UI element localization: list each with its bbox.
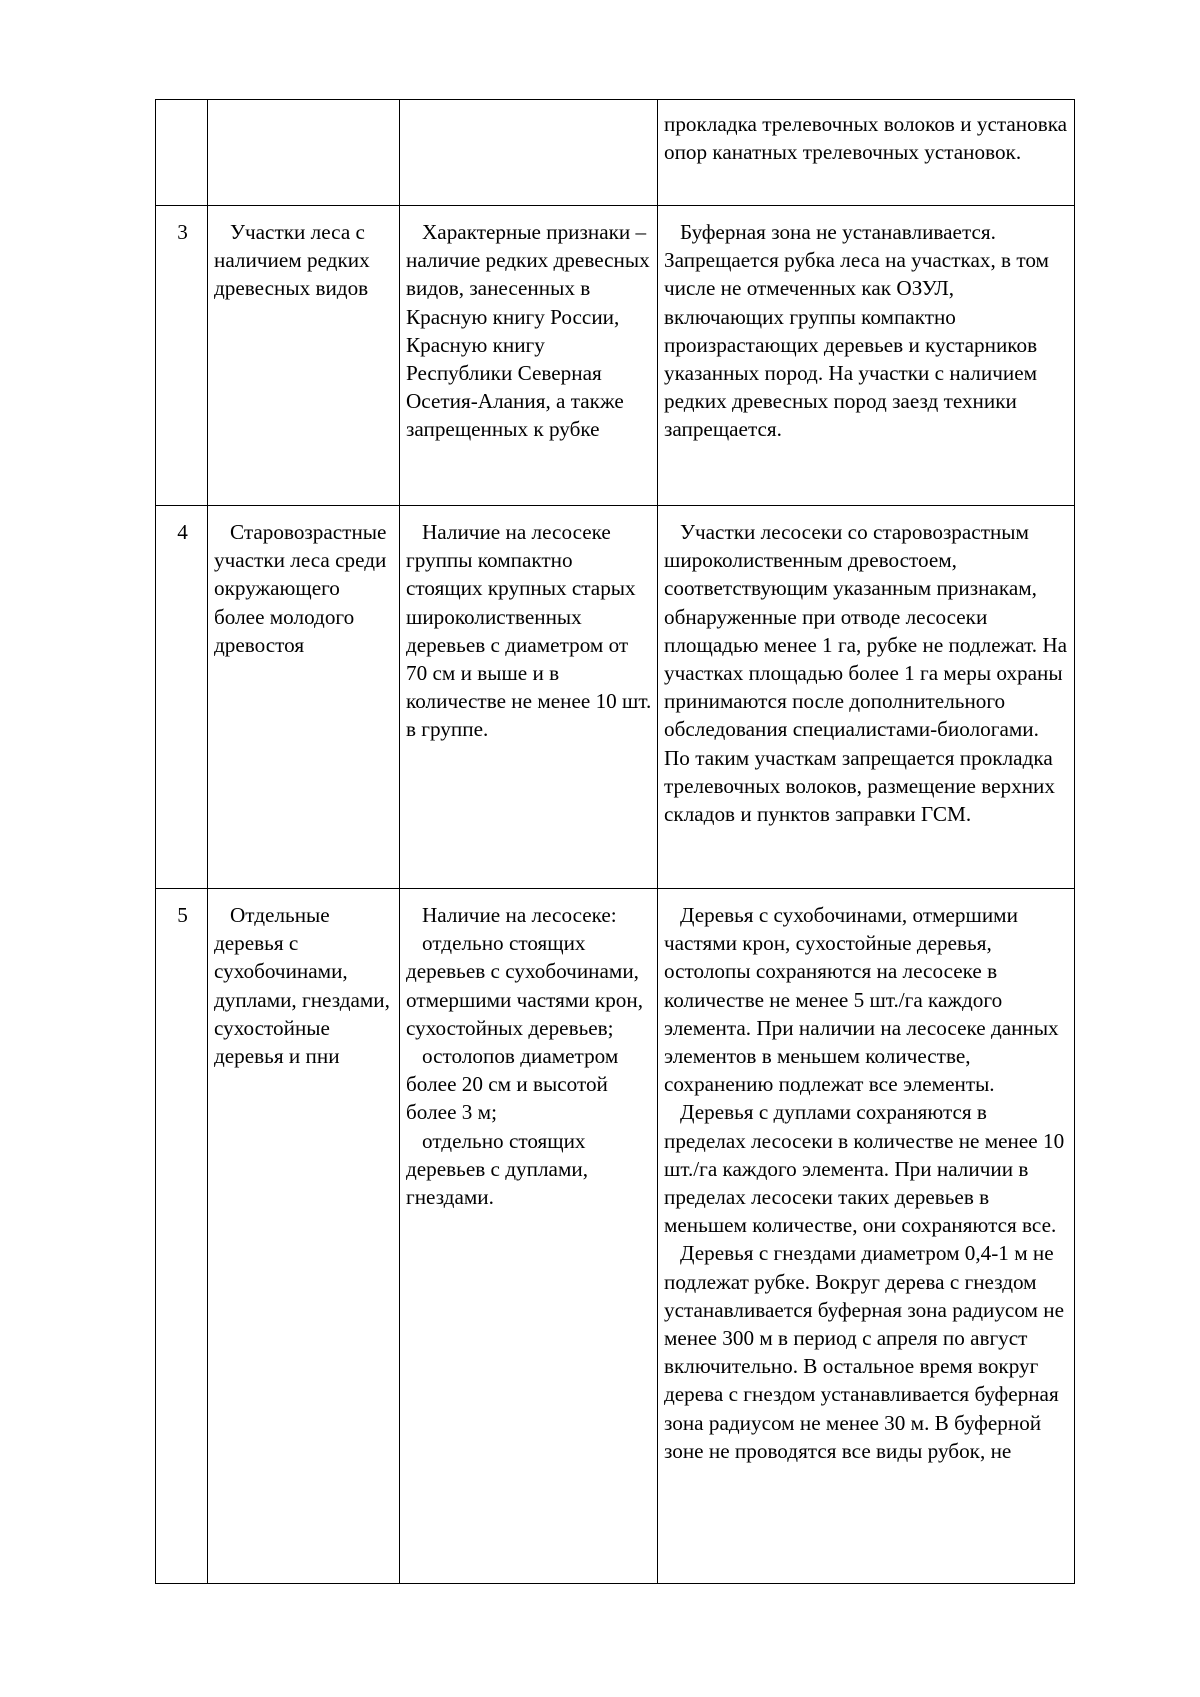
- object-cell: Старовозрастные участки леса среди окружающего более молодого древостоя: [208, 506, 400, 889]
- measures-cell: [658, 889, 1075, 1584]
- features-cell: [400, 889, 658, 1584]
- measures-cell: [658, 206, 1075, 506]
- table-row: [156, 206, 1075, 506]
- measures-paragraph: Участки лесосеки со старовозрастным широколиственным древостоем, соответствующим указанным признакам, обнаруженные при отводе лесосеки площадью менее 1 га, рубке не подлежат. На участках площадью более 1 га меры охраны принимаются после дополнительного обследования специалистами-биологами. По таким участкам запрещается прокладка трелевочных волоков, размещение верхних складов и пунктов заправки ГСМ.: [664, 520, 1068, 827]
- row-number: 5: [156, 889, 208, 1584]
- table-row: [156, 100, 1075, 206]
- row-number: 3: [156, 206, 208, 506]
- object-cell: Отдельные деревья с сухобочинами, дуплами, гнездами, сухостойные деревья и пни: [208, 889, 400, 1584]
- features-cell: Наличие на лесосеке группы компактно стоящих крупных старых широколиственных деревьев с диаметром от 70 см и выше и в количестве не менее 10 шт. в группе.: [400, 506, 658, 889]
- measures-cell: [658, 100, 1075, 206]
- protection-measures-table: [155, 99, 1075, 1584]
- measures-paragraph: Буферная зона не устанавливается. Запрещается рубка леса на участках, в том числе не отмеченных как ОЗУЛ, включающих группы компактно произрастающих деревьев и кустарников указанных пород. На участки с наличием редких древесных пород заезд техники запрещается.: [664, 220, 1049, 442]
- table-row: [156, 506, 1075, 889]
- row-number: 4: [156, 506, 208, 889]
- measures-paragraph: прокладка трелевочных волоков и установка опор канатных трелевочных установок.: [664, 112, 1068, 165]
- object-cell: Участки леса с наличием редких древесных видов: [208, 206, 400, 506]
- features-paragraph: остолопов диаметром более 20 см и высотой более 3 м;: [406, 1044, 619, 1125]
- features-paragraph: Наличие на лесосеке:: [422, 903, 617, 927]
- measures-paragraph: Деревья с дуплами сохраняются в пределах лесосеки в количестве не менее 10 шт./га каждого элемента. При наличии в пределах лесосеки таких деревьев в меньшем количестве, они сохраняются все.: [664, 1100, 1065, 1238]
- table-row: [156, 889, 1075, 1584]
- features-cell: [400, 100, 658, 206]
- row-number: [156, 100, 208, 206]
- measures-cell: [658, 506, 1075, 889]
- features-paragraph: отдельно стоящих деревьев с сухобочинами, отмершими частями крон, сухостойных деревьев;: [406, 931, 644, 1040]
- measures-paragraph: Деревья с сухобочинами, отмершими частями крон, сухостойные деревья, остолопы сохраняются на лесосеке в количестве не менее 5 шт./га каждого элемента. При наличии на лесосеке данных элементов в меньшем количестве, сохранению подлежат все элементы.: [664, 903, 1059, 1097]
- features-paragraph: отдельно стоящих деревьев с дуплами, гнездами.: [406, 1128, 588, 1210]
- measures-paragraph: Деревья с гнездами диаметром 0,4-1 м не подлежат рубке. Вокруг дерева с гнездом устанавливается буферная зона радиусом не менее 300 м в период с апреля по август включительно. В остальное время вокруг дерева с гнездом устанавливается буферная зона радиусом не менее 30 м. В буферной зоне не проводятся все виды рубок, не: [664, 1241, 1064, 1463]
- features-cell: Характерные признаки – наличие редких древесных видов, занесенных в Красную книгу России, Красную книгу Республики Северная Осетия-Алания, а также запрещенных к рубке: [400, 206, 658, 506]
- object-cell: [208, 100, 400, 206]
